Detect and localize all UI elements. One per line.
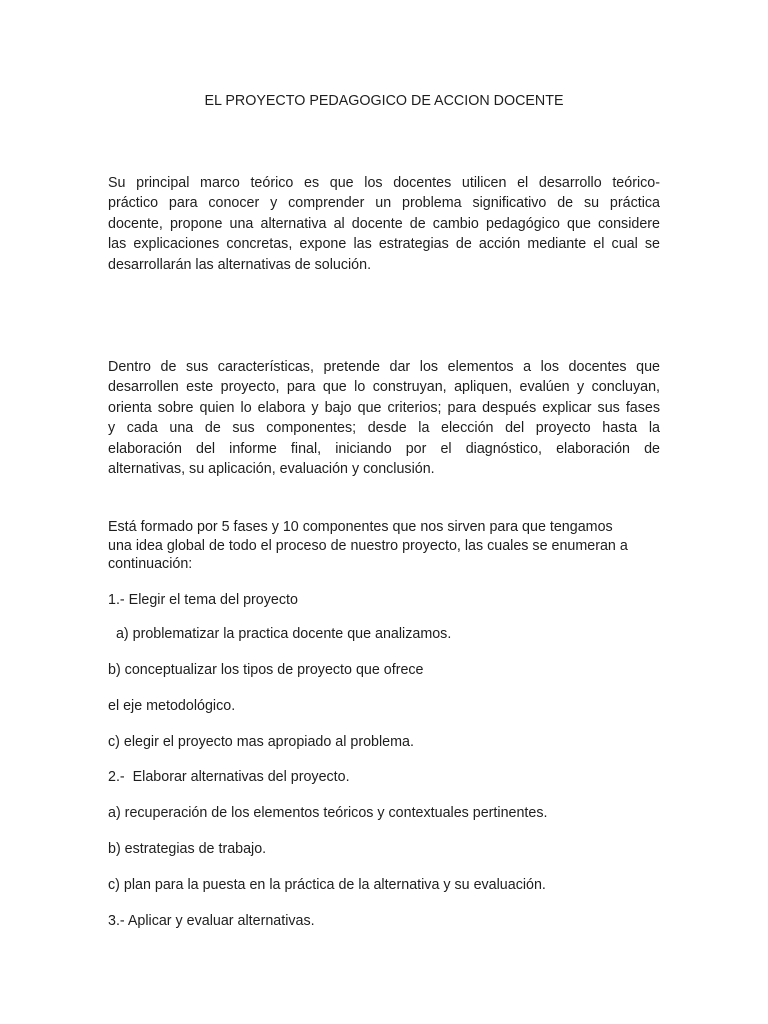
list-item: 2.- Elaborar alternativas del proyecto.: [108, 769, 350, 785]
paragraph-phases: [108, 518, 660, 574]
list-item: 3.- Aplicar y evaluar alternativas.: [108, 913, 315, 929]
paragraph-line: elaboración del informe final, iniciando por el diagnóstico, elaboración de: [108, 440, 660, 457]
paragraph-line: alternativas, su aplicación, evaluación y conclusión.: [108, 461, 435, 478]
paragraph-line: las explicaciones concretas, expone las estrategias de acción mediante el cual se: [108, 236, 660, 253]
list-item: 1.- Elegir el tema del proyecto: [108, 592, 298, 608]
paragraph-line: y cada una de sus componentes; desde la elección del proyecto hasta la: [108, 420, 660, 437]
list-item: a) recuperación de los elementos teóricos y contextuales pertinentes.: [108, 805, 548, 821]
paragraph-line: una idea global de todo el proceso de nuestro proyecto, las cuales se enumeran a: [108, 537, 628, 554]
list-item: c) plan para la puesta en la práctica de la alternativa y su evaluación.: [108, 877, 546, 893]
list-item: a) problematizar la practica docente que analizamos.: [108, 626, 452, 642]
paragraph-line: Dentro de sus características, pretende dar los elementos a los docentes que: [108, 359, 660, 375]
list-item: b) conceptualizar los tipos de proyecto que ofrece: [108, 662, 424, 678]
paragraph-characteristics: [108, 357, 660, 479]
paragraph-line: práctico para conocer y comprender un problema significativo de su práctica: [108, 195, 660, 212]
list-item: b) estrategias de trabajo.: [108, 841, 267, 857]
paragraph-line: desarrollen este proyecto, para que lo construyan, apliquen, evalúen y concluyan,: [108, 379, 660, 396]
list-item: el eje metodológico.: [108, 698, 236, 714]
list-item: c) elegir el proyecto mas apropiado al problema.: [108, 734, 414, 750]
paragraph-line: orienta sobre quien lo elabora y bajo que criterios; para después explicar sus fases: [108, 399, 660, 416]
paragraph-line: desarrollarán las alternativas de solución.: [108, 256, 372, 273]
paragraph-intro: [108, 173, 660, 275]
paragraph-line: docente, propone una alternativa al docente de cambio pedagógico que considere: [108, 215, 660, 232]
paragraph-line: continuación:: [108, 556, 193, 572]
paragraph-line: Su principal marco teórico es que los docentes utilicen el desarrollo teórico-: [108, 175, 660, 191]
paragraph-line: Está formado por 5 fases y 10 componentes que nos sirven para que tengamos: [108, 519, 613, 535]
document-title: EL PROYECTO PEDAGOGICO DE ACCION DOCENTE: [204, 93, 564, 109]
